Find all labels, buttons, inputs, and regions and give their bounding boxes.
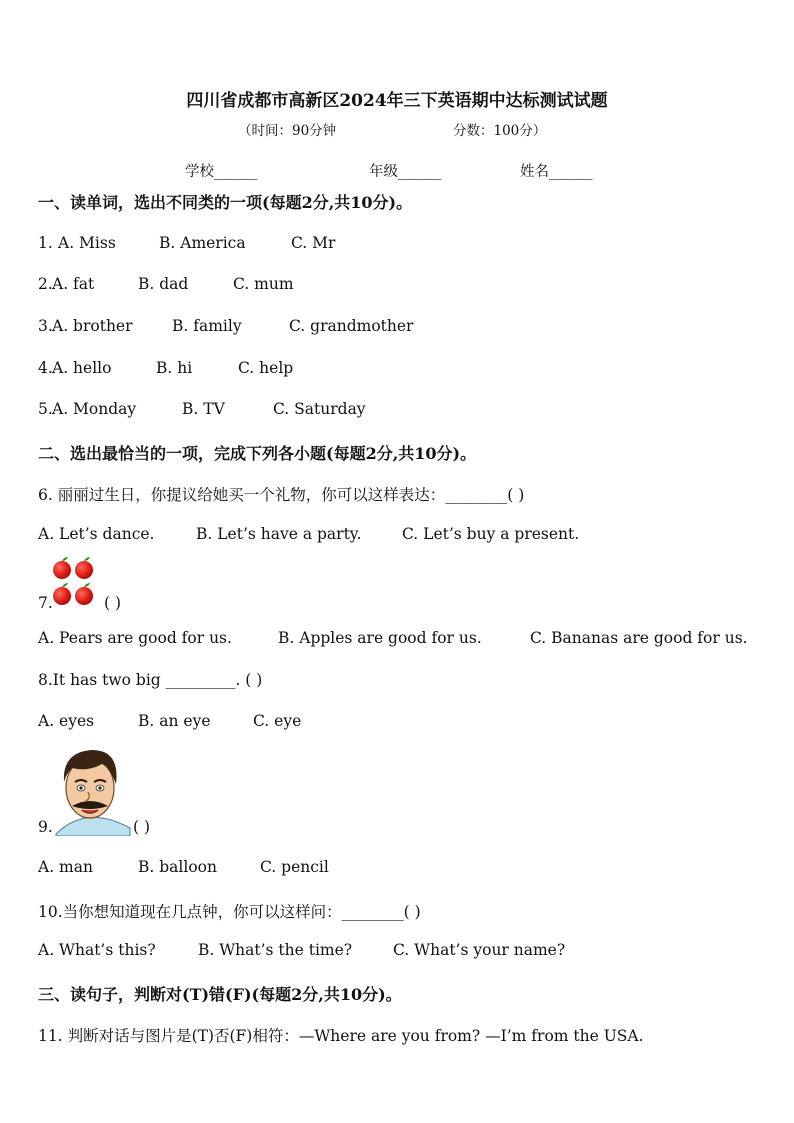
question-number: 5. [38, 400, 53, 418]
option-b: B. What’s the time? [198, 941, 353, 959]
section-2-heading: 二、选出最恰当的一项，完成下列各小题(每题2分,共10分)。 [38, 444, 477, 463]
question-7-paren: ( ) [104, 594, 122, 612]
exam-time: （时间：90分钟 [238, 123, 337, 139]
option-b: B. balloon [138, 858, 217, 876]
exam-score: 分数：100分） [453, 123, 547, 139]
option-c: C. Saturday [273, 400, 366, 418]
option-b: B. TV [182, 400, 225, 418]
name-field: 姓名______ [520, 164, 593, 180]
option-c: C. grandmother [289, 317, 414, 335]
question-7-number: 7. [38, 594, 53, 612]
option-a: A. brother [52, 317, 133, 335]
question-11-stem: 11. 判断对话与图片是(T)否(F)相符：—Where are you from? —I’m from the USA. [38, 1027, 644, 1045]
question-8-stem: 8.It has two big _________. ( ) [38, 671, 263, 689]
option-b: B. hi [156, 359, 193, 377]
grade-field: 年级______ [369, 164, 442, 180]
option-c: C. What’s your name? [393, 941, 566, 959]
option-b: B. family [172, 317, 242, 335]
option-a: A. Pears are good for us. [38, 629, 232, 647]
question-number: 4. [38, 359, 53, 377]
question-6-stem: 6. 丽丽过生日，你提议给她买一个礼物，你可以这样表达：________( ) [38, 486, 525, 504]
option-a: A. fat [52, 275, 95, 293]
option-a: A. Let’s dance. [38, 525, 155, 543]
option-c: C. help [238, 359, 294, 377]
question-10-stem: 10.当你想知道现在几点钟，你可以这样问：________( ) [38, 903, 421, 921]
section-1-heading: 一、读单词，选出不同类的一项(每题2分,共10分)。 [38, 193, 413, 212]
option-b: B. an eye [138, 712, 211, 730]
option-a: A. man [38, 858, 93, 876]
question-9-number: 9. [38, 818, 53, 836]
option-c: C. pencil [260, 858, 329, 876]
option-c: C. mum [233, 275, 294, 293]
option-a: A. Miss [58, 234, 116, 252]
option-b: B. dad [138, 275, 189, 293]
option-c: C. Let’s buy a present. [402, 525, 580, 543]
option-c: C. Bananas are good for us. [530, 629, 748, 647]
option-b: B. Apples are good for us. [278, 629, 482, 647]
option-c: C. eye [253, 712, 302, 730]
question-9-paren: ( ) [133, 818, 151, 836]
man-image [50, 746, 132, 836]
section-3-heading: 三、读句子，判断对(T)错(F)(每题2分,共10分)。 [38, 985, 402, 1004]
option-b: B. America [159, 234, 246, 252]
option-b: B. Let’s have a party. [196, 525, 362, 543]
school-field: 学校______ [185, 164, 258, 180]
question-number: 1. [38, 234, 53, 252]
option-a: A. hello [52, 359, 112, 377]
page-title: 四川省成都市高新区2024年三下英语期中达标测试试题 [186, 91, 608, 111]
question-number: 2. [38, 275, 53, 293]
apples-image [50, 556, 98, 608]
option-c: C. Mr [291, 234, 336, 252]
question-number: 3. [38, 317, 53, 335]
option-a: A. eyes [38, 712, 95, 730]
option-a: A. What’s this? [38, 941, 156, 959]
option-a: A. Monday [52, 400, 137, 418]
